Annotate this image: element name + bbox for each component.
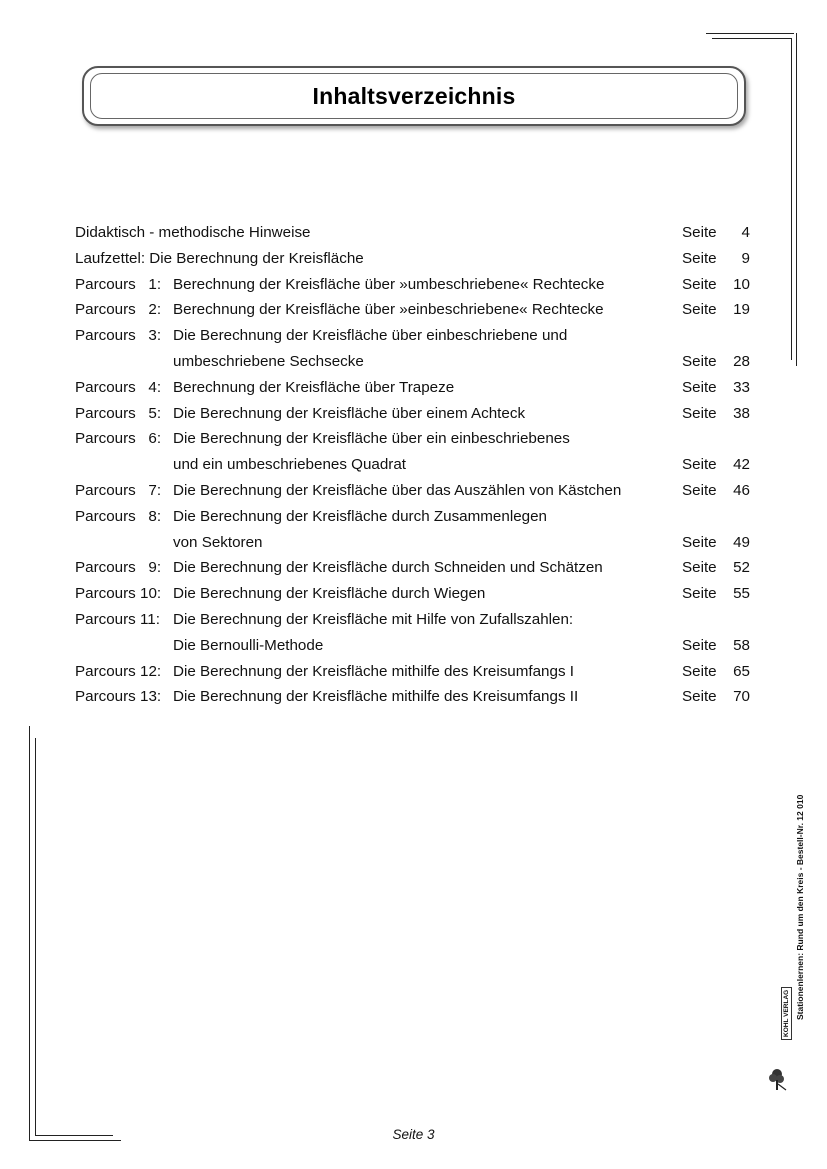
toc-page-number: 9	[741, 249, 750, 267]
toc-label: Parcours 10:	[75, 585, 162, 603]
toc-title: Berechnung der Kreisfläche über »einbeschriebene« Rechtecke	[173, 301, 604, 319]
toc-title: Berechnung der Kreisfläche über »umbeschriebene« Rechtecke	[173, 275, 605, 293]
toc-title: Die Berechnung der Kreisfläche über einem Achteck	[173, 404, 526, 422]
page-title: Inhaltsverzeichnis	[312, 82, 516, 109]
toc-row	[75, 246, 755, 272]
toc-seite-label: Seite	[682, 378, 717, 396]
toc-seite-label: Seite	[682, 249, 717, 267]
toc-page-number: 38	[733, 404, 750, 422]
toc-row	[75, 375, 755, 401]
toc-page-number: 28	[733, 352, 750, 370]
toc-page-number: 52	[733, 559, 750, 577]
toc-label: Parcours 4:	[75, 378, 162, 396]
toc-title: Die Berechnung der Kreisfläche durch Wiegen	[173, 585, 486, 603]
toc-seite-label: Seite	[682, 636, 717, 654]
toc-page-number: 58	[733, 636, 750, 654]
toc-page-number: 19	[733, 301, 750, 319]
publisher-logo-text: KOHL VERLAG	[781, 987, 792, 1040]
toc-seite-label: Seite	[682, 688, 717, 706]
frame-top-right-v2	[791, 38, 792, 360]
toc-page-number: 70	[733, 688, 750, 706]
toc-title: Die Berechnung der Kreisfläche über ein einbeschriebenes	[173, 430, 570, 448]
toc-seite-label: Seite	[682, 585, 717, 603]
toc-row	[75, 272, 755, 298]
title-box-inner	[90, 73, 738, 119]
toc-seite-label: Seite	[682, 533, 717, 551]
toc-label: Parcours 13:	[75, 688, 162, 706]
toc-label: Parcours 2:	[75, 301, 162, 319]
toc-row	[75, 323, 755, 349]
toc-label: Parcours 3:	[75, 327, 162, 345]
toc-title: Die Berechnung der Kreisfläche über das Auszählen von Kästchen	[173, 481, 622, 499]
page-footer: Seite 3	[392, 1127, 435, 1142]
tree-logo-icon	[768, 1066, 790, 1092]
frame-top-right-v1	[796, 33, 797, 366]
toc-title: Die Bernoulli-Methode	[173, 636, 324, 654]
toc-title: Die Berechnung der Kreisfläche durch Schneiden und Schätzen	[173, 559, 603, 577]
toc-label: Parcours 1:	[75, 275, 162, 293]
toc-seite-label: Seite	[682, 224, 717, 241]
toc-seite-label: Seite	[682, 352, 717, 370]
toc-title: von Sektoren	[173, 533, 263, 551]
toc-row	[75, 504, 755, 530]
side-info-text: Stationenlernen: Rund um den Kreis - Bestell-Nr. 12 010	[795, 794, 805, 1020]
toc-row	[75, 426, 755, 452]
toc-row	[75, 607, 755, 633]
toc-title: Die Berechnung der Kreisfläche über einbeschriebene und	[173, 327, 568, 345]
toc-label: Parcours 9:	[75, 559, 162, 577]
toc-title: Die Berechnung der Kreisfläche durch Zusammenlegen	[173, 507, 547, 525]
toc-label: Parcours 12:	[75, 662, 162, 680]
toc-title: Die Berechnung der Kreisfläche mithilfe des Kreisumfangs II	[173, 688, 579, 706]
toc-row	[75, 349, 755, 375]
toc-page-number: 4	[741, 224, 750, 241]
frame-top-right-h2	[712, 38, 791, 39]
toc-row	[75, 659, 755, 685]
toc-label: Parcours 11:	[75, 610, 160, 628]
frame-top-right-h1	[706, 33, 794, 34]
table-of-contents	[75, 220, 755, 710]
toc-seite-label: Seite	[682, 481, 717, 499]
toc-page-number: 46	[733, 481, 750, 499]
toc-label: Parcours 6:	[75, 430, 162, 448]
toc-seite-label: Seite	[682, 559, 717, 577]
toc-seite-label: Seite	[682, 275, 717, 293]
frame-bottom-left-v1	[29, 726, 30, 1140]
toc-title: umbeschriebene Sechsecke	[173, 352, 364, 370]
toc-page-number: 49	[733, 533, 750, 551]
toc-title: Laufzettel: Die Berechnung der Kreisfläche	[75, 249, 364, 267]
toc-page-number: 33	[733, 378, 750, 396]
toc-seite-label: Seite	[682, 301, 717, 319]
toc-row	[75, 555, 755, 581]
toc-title: und ein umbeschriebenes Quadrat	[173, 456, 407, 474]
toc-title: Die Berechnung der Kreisfläche mithilfe des Kreisumfangs I	[173, 662, 574, 680]
toc-label: Parcours 8:	[75, 507, 162, 525]
toc-row	[75, 684, 755, 710]
title-box	[82, 66, 746, 126]
toc-page-number: 65	[733, 662, 750, 680]
toc-title: Didaktisch - methodische Hinweise	[75, 224, 311, 241]
toc-row	[75, 452, 755, 478]
toc-page-number: 42	[733, 456, 750, 474]
toc-page-number: 55	[733, 585, 750, 603]
toc-seite-label: Seite	[682, 662, 717, 680]
toc-seite-label: Seite	[682, 456, 717, 474]
toc-row	[75, 530, 755, 556]
toc-seite-label: Seite	[682, 404, 717, 422]
toc-row	[75, 297, 755, 323]
toc-row	[75, 633, 755, 659]
toc-label: Parcours 5:	[75, 404, 162, 422]
toc-row	[75, 220, 755, 246]
toc-title: Die Berechnung der Kreisfläche mit Hilfe von Zufallszahlen:	[173, 610, 574, 628]
toc-label: Parcours 7:	[75, 481, 162, 499]
toc-page-number: 10	[733, 275, 750, 293]
toc-row	[75, 581, 755, 607]
frame-bottom-left-v2	[35, 738, 36, 1135]
toc-row	[75, 401, 755, 427]
toc-row	[75, 478, 755, 504]
toc-title: Berechnung der Kreisfläche über Trapeze	[173, 378, 455, 396]
